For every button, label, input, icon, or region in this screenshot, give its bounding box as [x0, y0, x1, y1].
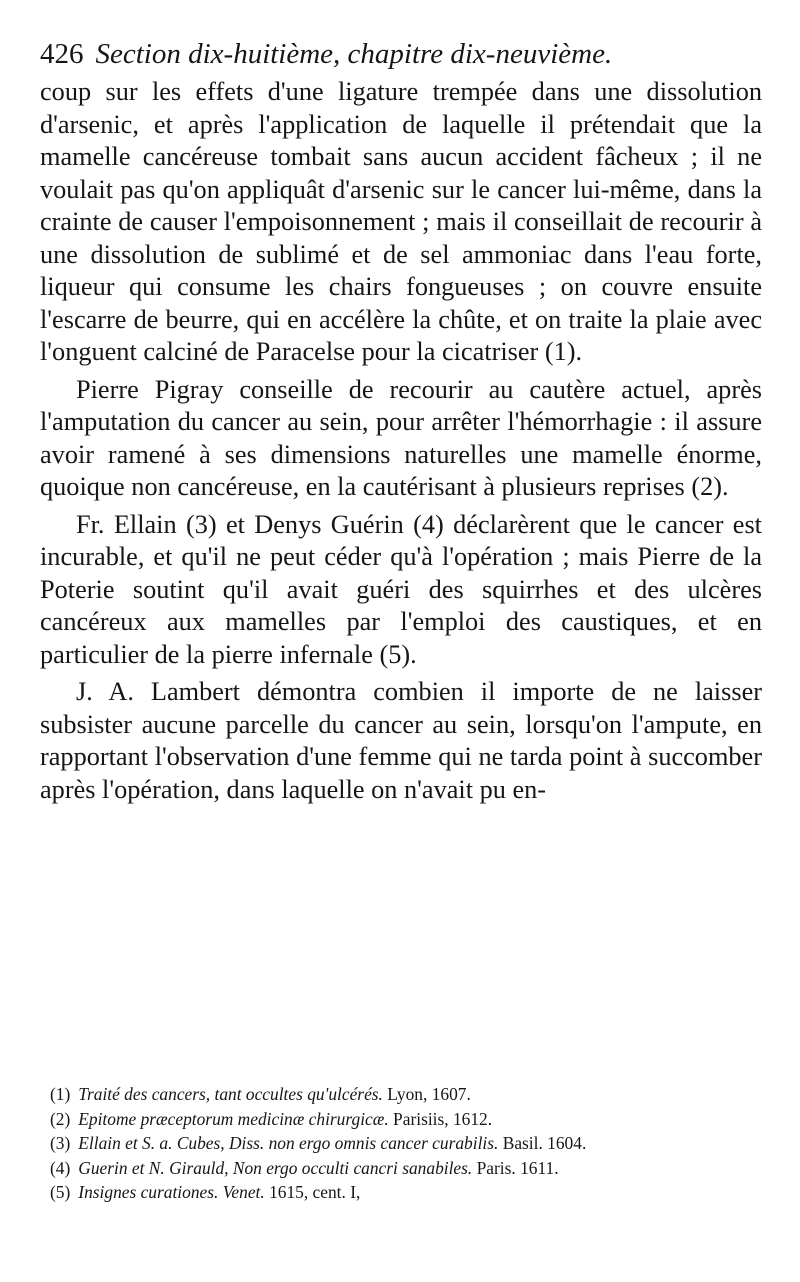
footnote-details: Parisiis, 1612. — [388, 1108, 493, 1129]
page-header — [40, 36, 762, 76]
footnote-marker: (5) — [50, 1182, 71, 1203]
paragraph-ellain-guerin: Fr. Ellain (3) et Denys Guérin (4) déclarèrent que le cancer est incurable, et qu'il ne peut céder qu'à l'opération ; mais Pierre de la Poterie soutint qu'il avait guéri des squirrhes et des ulcères cancéreux aux mamelles par l'emploi des caustiques, et en particulier de la pierre infernale (5). — [40, 509, 762, 669]
footnote-marker: (1) — [50, 1084, 71, 1104]
book-page — [40, 36, 762, 806]
footnote-1 — [50, 1082, 762, 1107]
page-number: 426 — [40, 38, 84, 70]
footnote-3 — [50, 1131, 762, 1156]
footnote-title: Epitome præceptorum medicinæ chirurgicæ. — [78, 1108, 389, 1129]
footnote-title: Guerin et N. Girauld, Non ergo occulti cancri sanabiles. — [78, 1157, 473, 1178]
paragraph-pigray: Pierre Pigray conseille de recourir au cautère actuel, après l'amputation du cancer au sein, pour arrêter l'hémorrhagie : il assure avoir ramené à ses dimensions naturelles une mamelle énorme, quoique non cancéreuse, en la cautérisant à plusieurs reprises (2). — [40, 374, 762, 501]
footnote-marker: (2) — [50, 1108, 71, 1129]
footnote-marker: (4) — [50, 1157, 71, 1178]
footnote-title: Insignes curationes. Venet. — [78, 1182, 265, 1203]
footnotes — [50, 1082, 762, 1205]
footnote-5 — [50, 1180, 762, 1205]
footnote-details: 1615, cent. I, — [264, 1182, 361, 1203]
footnote-title: Ellain et S. a. Cubes, Diss. non ergo omnis cancer curabilis. — [78, 1133, 499, 1154]
footnote-details: Lyon, 1607. — [382, 1084, 471, 1104]
footnote-details: Basil. 1604. — [498, 1133, 587, 1154]
paragraph-lambert: J. A. Lambert démontra combien il importe de ne laisser subsister aucune parcelle du cancer au sein, lorsqu'on l'ampute, en rapportant l'observation d'une femme qui ne tarda point à succomber après l'opération, dans laquelle on n'avait pu en- — [40, 677, 762, 804]
body-text — [40, 76, 762, 806]
footnote-marker: (3) — [50, 1133, 71, 1154]
footnote-4 — [50, 1156, 762, 1181]
footnote-title: Traité des cancers, tant occultes qu'ulcérés. — [78, 1084, 383, 1104]
paragraph-continued: coup sur les effets d'une ligature trempée dans une dissolution d'arsenic, et après l'application de laquelle il prétendait que la mamelle cancéreuse tombait sans aucun accident fâcheux ; il ne voulait pas qu'on appliquât d'arsenic sur le cancer lui-même, dans la crainte de causer l'empoisonnement ; mais il conseillait de recourir à une dissolution de sublimé et de sel ammoniac dans l'eau forte, liqueur qui consume les chairs fongueuses ; on couvre ensuite l'escarre de beurre, qui en accélère la chûte, et on traite la plaie avec l'onguent calciné de Paracelse pour la cicatriser (1). — [40, 77, 762, 366]
footnote-details: Paris. 1611. — [472, 1157, 559, 1178]
running-head: Section dix-huitième, chapitre dix-neuvième. — [95, 38, 613, 70]
footnote-2 — [50, 1107, 762, 1132]
